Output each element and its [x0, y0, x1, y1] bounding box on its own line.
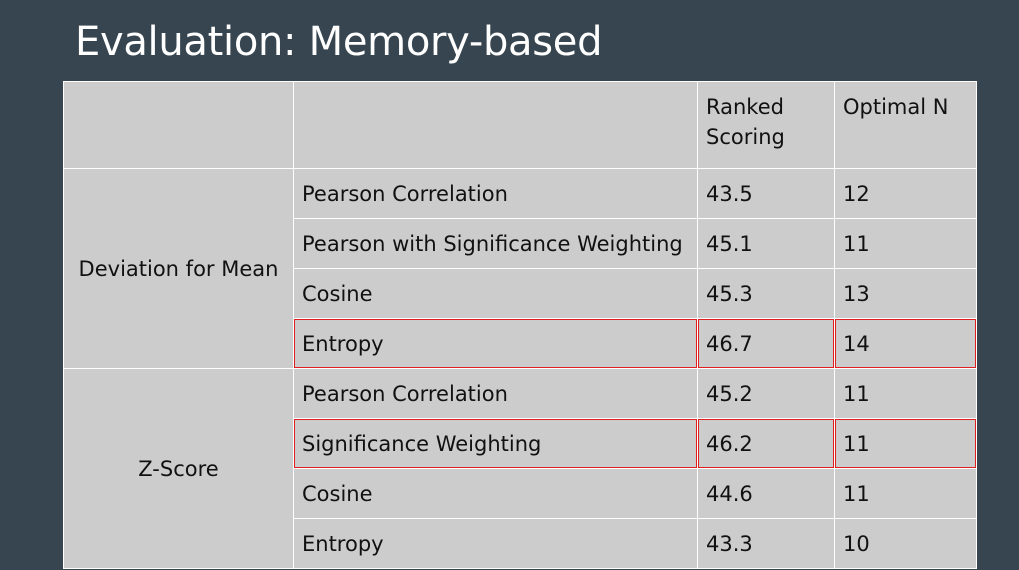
- ranked-scoring-cell: 43.3: [698, 519, 835, 569]
- optimal-n-cell: 11: [835, 219, 977, 269]
- header-cell-method: [294, 82, 698, 169]
- method-cell-highlighted: Significance Weighting: [294, 419, 698, 469]
- header-cell-ranked-scoring: Ranked Scoring: [698, 82, 835, 169]
- method-cell: Pearson Correlation: [294, 369, 698, 419]
- header-cell-group: [64, 82, 294, 169]
- group-label-z-score: Z-Score: [64, 369, 294, 569]
- optimal-n-cell: 12: [835, 169, 977, 219]
- table-header-row: [64, 82, 977, 169]
- method-cell: Pearson Correlation: [294, 169, 698, 219]
- ranked-scoring-cell: 43.5: [698, 169, 835, 219]
- ranked-scoring-cell-highlighted: 46.2: [698, 419, 835, 469]
- group-label-deviation-for-mean: Deviation for Mean: [64, 169, 294, 369]
- method-cell: Cosine: [294, 469, 698, 519]
- optimal-n-cell: 11: [835, 369, 977, 419]
- header-cell-optimal-n: Optimal N: [835, 82, 977, 169]
- optimal-n-cell: 13: [835, 269, 977, 319]
- ranked-scoring-cell: 44.6: [698, 469, 835, 519]
- method-cell: Pearson with Significance Weighting: [294, 219, 698, 269]
- method-cell: Entropy: [294, 519, 698, 569]
- ranked-scoring-cell: 45.1: [698, 219, 835, 269]
- optimal-n-cell-highlighted: 14: [835, 319, 977, 369]
- optimal-n-cell-highlighted: 11: [835, 419, 977, 469]
- optimal-n-cell: 10: [835, 519, 977, 569]
- ranked-scoring-cell-highlighted: 46.7: [698, 319, 835, 369]
- method-cell: Cosine: [294, 269, 698, 319]
- table-row: [64, 369, 977, 419]
- ranked-scoring-cell: 45.2: [698, 369, 835, 419]
- table-row: [64, 169, 977, 219]
- ranked-scoring-cell: 45.3: [698, 269, 835, 319]
- method-cell-highlighted: Entropy: [294, 319, 698, 369]
- slide-title: Evaluation: Memory-based: [75, 19, 603, 65]
- results-table-container: [63, 81, 976, 564]
- optimal-n-cell: 11: [835, 469, 977, 519]
- results-table: [63, 81, 977, 569]
